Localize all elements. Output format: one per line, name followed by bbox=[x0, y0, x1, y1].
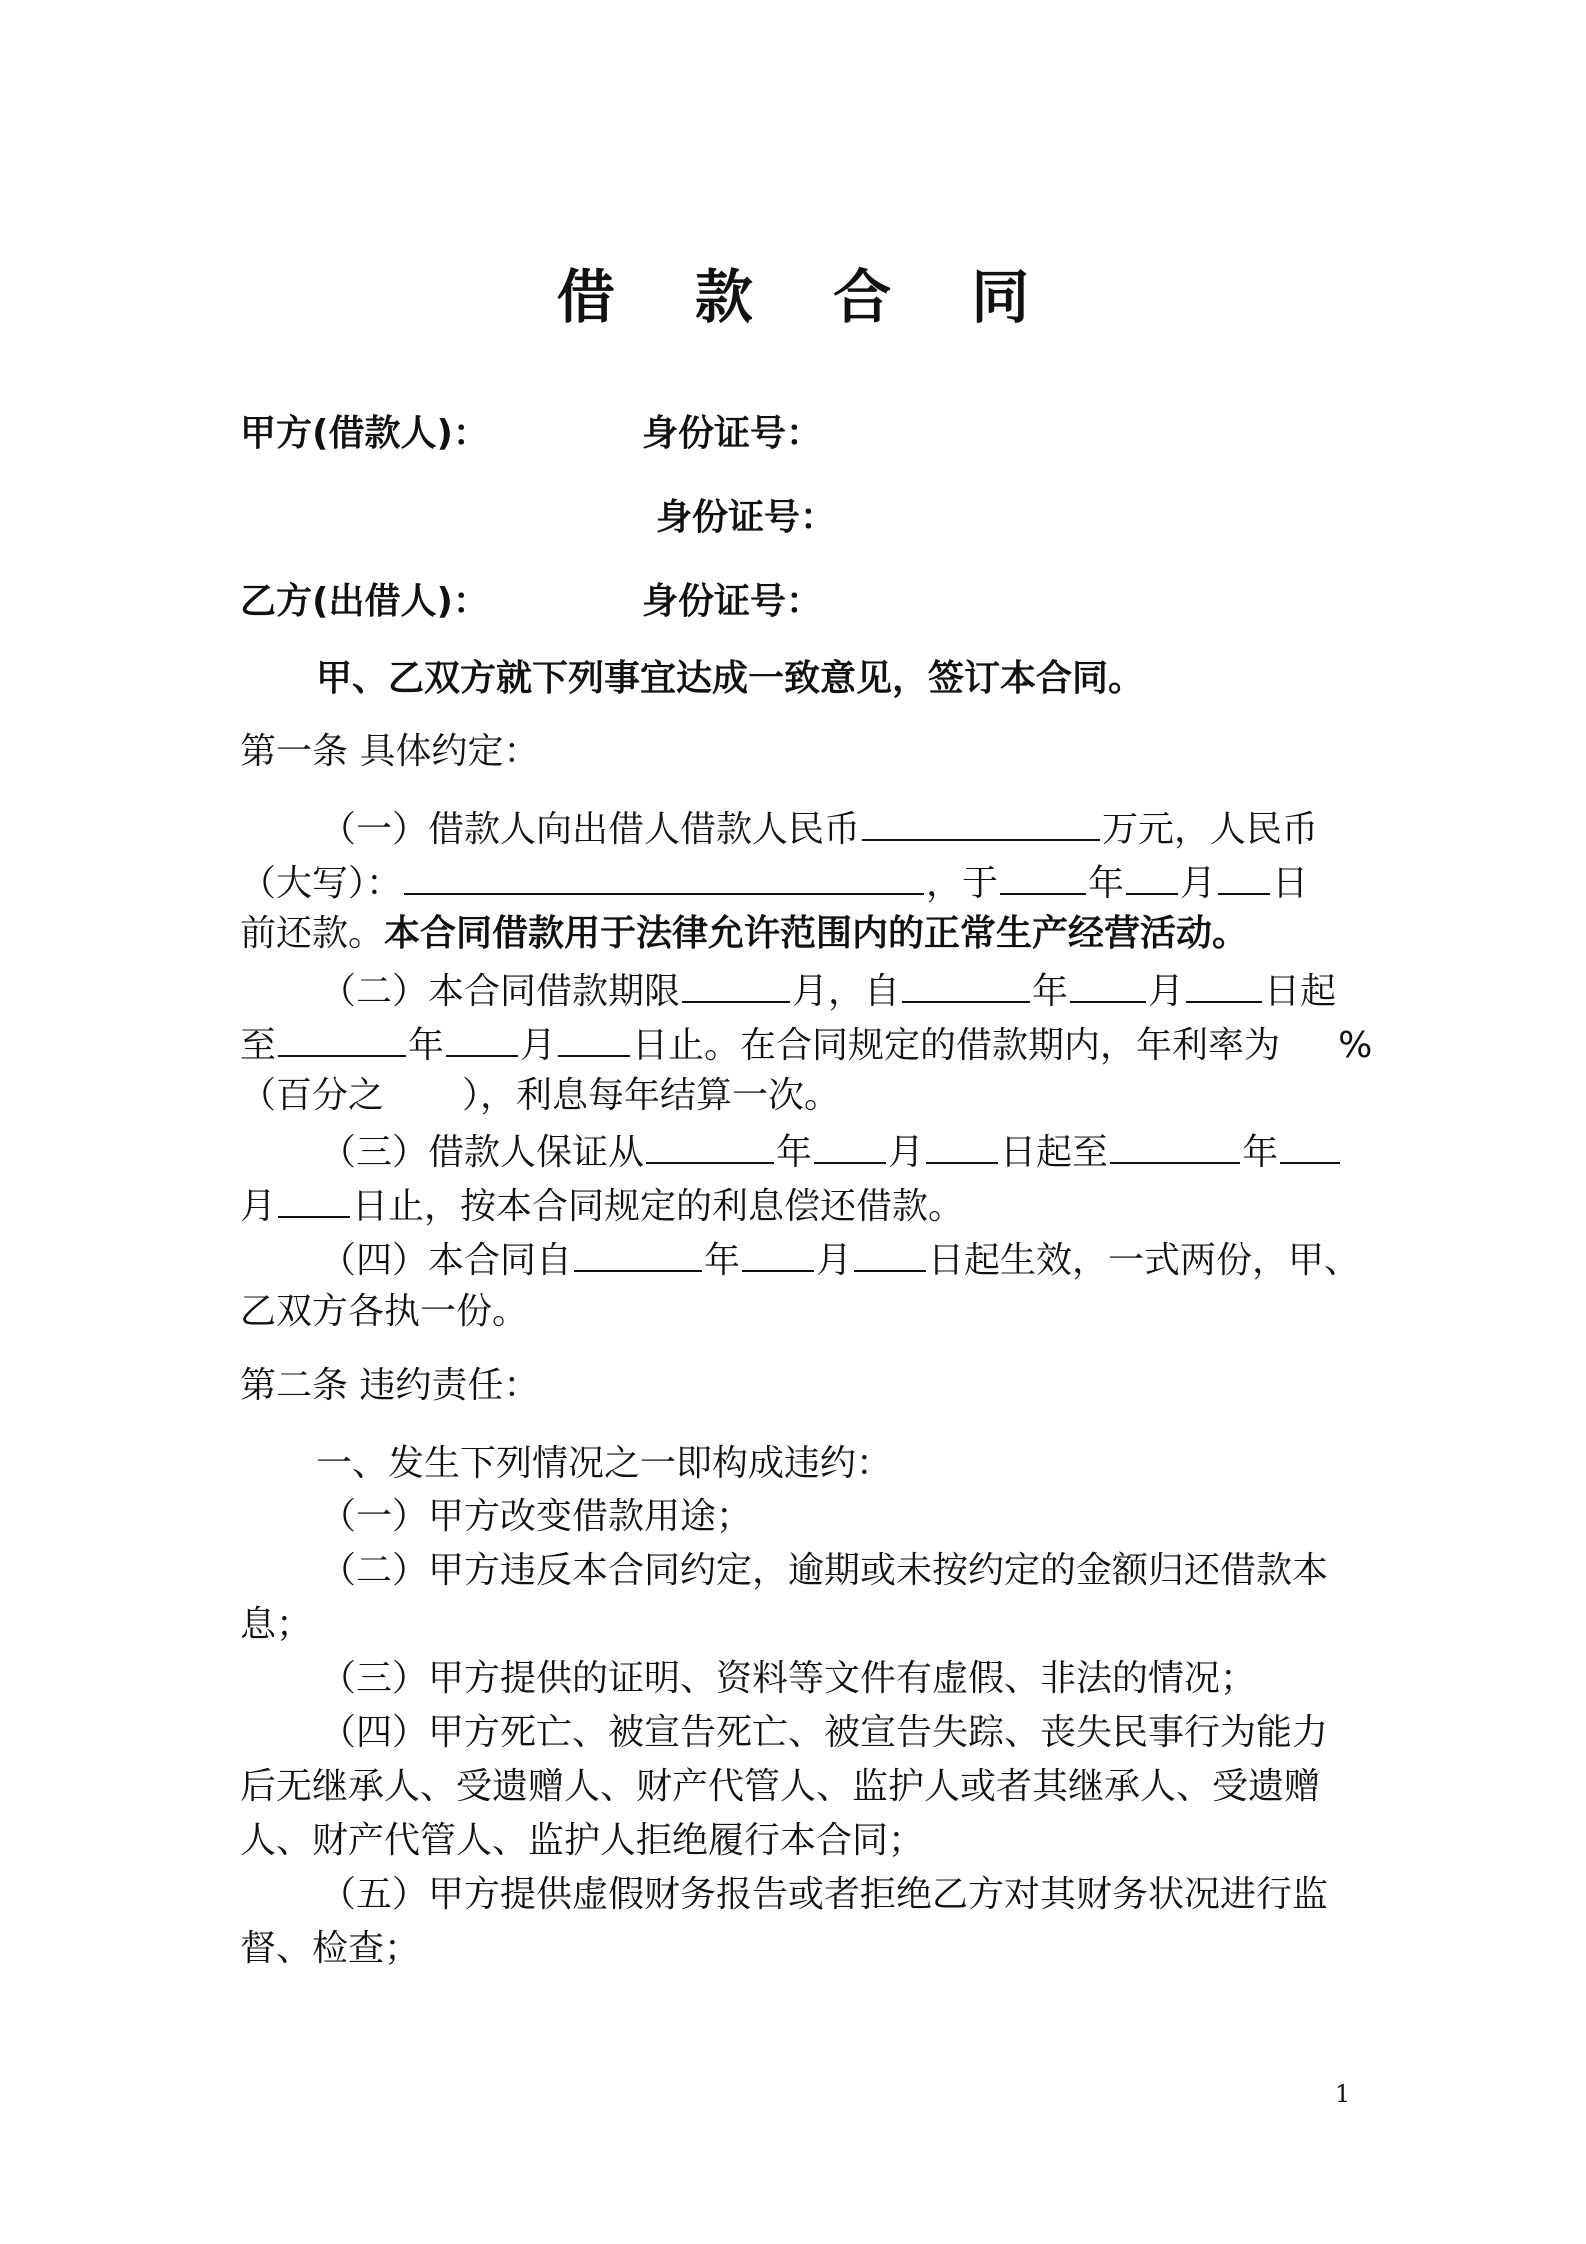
article-1-clause-3-line-1: （三）借款人保证从 年 月 日起至 年 bbox=[320, 1126, 1342, 1177]
breach-item-5-line-1: （五）甲方提供虚假财务报告或者拒绝乙方对其财务状况进行监 bbox=[320, 1874, 1329, 1915]
article-1-clause-2-line-2: 至 年 月 日止。在合同规定的借款期内，年利率为 % bbox=[240, 1019, 1372, 1070]
breach-item-4-line-1: （四）甲方死亡、被宣告死亡、被宣告失踪、丧失民事行为能力 bbox=[320, 1712, 1329, 1753]
article-1-clause-1-line-3: 前还款。本合同借款用于法律允许范围内的正常生产经营活动。 bbox=[240, 913, 1249, 954]
article-1-heading: 第一条 具体约定： bbox=[240, 731, 540, 772]
article-1-clause-1-line-1: （一）借款人向出借人借款人民币 万元，人民币 bbox=[320, 803, 1318, 854]
breach-item-3: （三）甲方提供的证明、资料等文件有虚假、非法的情况； bbox=[320, 1658, 1257, 1699]
article-1-clause-4-line-2: 乙双方各执一份。 bbox=[240, 1291, 529, 1332]
id-number-label: 身份证号： bbox=[656, 497, 837, 538]
breach-item-4-line-3: 人、财产代管人、监护人拒绝履行本合同； bbox=[240, 1820, 925, 1861]
breach-item-2-line-1: （二）甲方违反本合同约定，逾期或未按约定的金额归还借款本 bbox=[320, 1550, 1329, 1591]
document-title: 借 款 合 同 bbox=[556, 263, 1060, 331]
party-a-label: 甲方(借款人)： bbox=[240, 413, 489, 454]
id-number-label: 身份证号： bbox=[642, 413, 823, 454]
article-1-clause-1-line-2: （大写）： ，于 年 月 日 bbox=[240, 857, 1308, 908]
breach-item-5-line-2: 督、检查； bbox=[240, 1928, 421, 1969]
article-1-clause-3-line-2: 月 日止，按本合同规定的利息偿还借款。 bbox=[240, 1180, 964, 1231]
article-1-clause-4-line-1: （四）本合同自 年 月 日起生效，一式两份，甲、 bbox=[320, 1234, 1360, 1285]
article-1-clause-2-line-3: （百分之 ），利息每年结算一次。 bbox=[240, 1075, 841, 1116]
article-2-heading: 第二条 违约责任： bbox=[240, 1365, 540, 1406]
breach-item-1: （一）甲方改变借款用途； bbox=[320, 1496, 753, 1537]
id-number-label: 身份证号： bbox=[642, 581, 823, 622]
article-2-section-1: 一、发生下列情况之一即构成违约： bbox=[316, 1443, 893, 1484]
article-1-clause-2-line-1: （二）本合同借款期限 月，自 年 月 日起 bbox=[320, 965, 1336, 1016]
breach-item-2-line-2: 息； bbox=[240, 1604, 313, 1645]
page-number: 1 bbox=[1335, 2080, 1351, 2108]
intro-statement: 甲、乙双方就下列事宜达成一致意见，签订本合同。 bbox=[316, 658, 1145, 699]
breach-item-4-line-2: 后无继承人、受遗赠人、财产代管人、监护人或者其继承人、受遗赠 bbox=[240, 1766, 1321, 1807]
party-b-label: 乙方(出借人)： bbox=[240, 581, 489, 622]
